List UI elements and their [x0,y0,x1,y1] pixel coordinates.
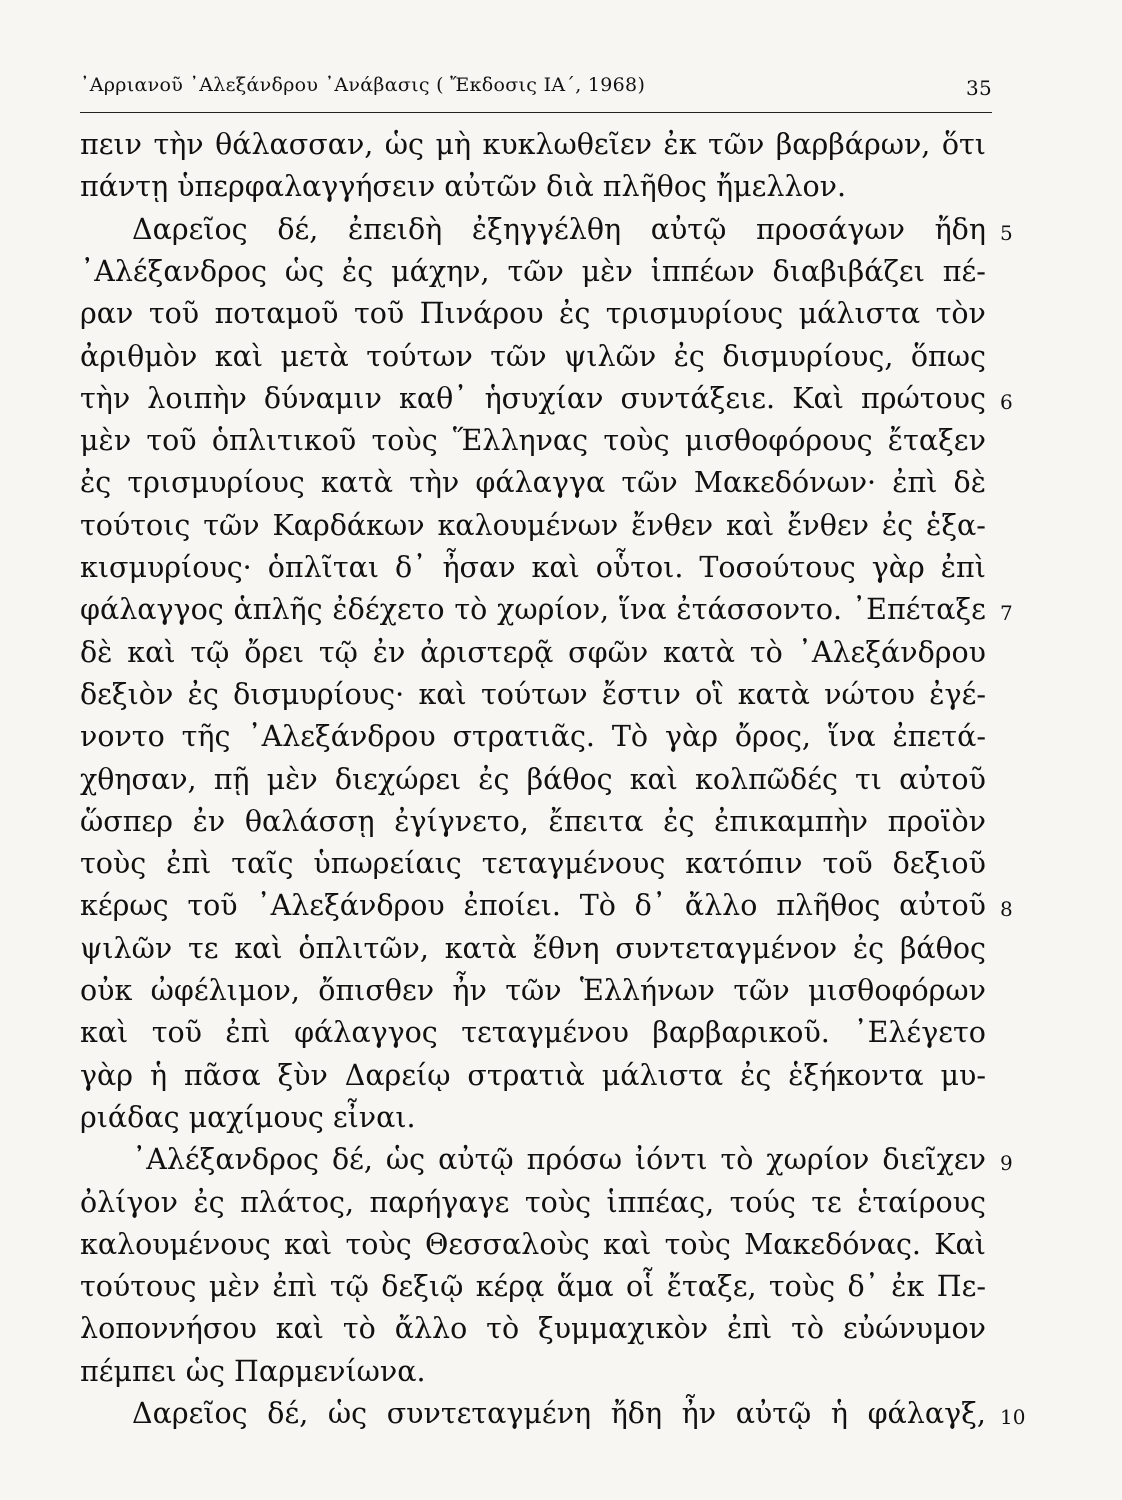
text-line: γὰρ ἡ πᾶσα ξὺν Δαρείῳ στρατιὰ μάλιστα ἐς ἑξήκοντα μυ- [80,1058,986,1092]
text-line: μὲν τοῦ ὁπλιτικοῦ τοὺς Ἕλληνας τοὺς μισθοφόρους ἔταξεν [80,424,986,458]
section-number: 8 [1000,897,1013,922]
text-line: τούτοις τῶν Καρδάκων καλουμένων ἔνθεν καὶ ἔνθεν ἐς ἑξα- [80,508,986,542]
text-line: κισμυρίους· ὁπλῖται δ᾿ ἦσαν καὶ οὗτοι. Τοσούτους γὰρ ἐπὶ [80,551,986,584]
text-line: ᾿Αλέξανδρος δέ, ὡς αὐτῷ πρόσω ἰόντι τὸ χωρίον διεῖχεν [132,1143,986,1177]
text-line: κέρως τοῦ ᾿Αλεξάνδρου ἐποίει. Τὸ δ᾿ ἄλλο πλῆθος αὐτοῦ [80,889,986,923]
section-number: 7 [1000,601,1013,626]
section-number: 5 [1000,220,1013,245]
text-line: πειν τὴν θάλασσαν, ὡς μὴ κυκλωθεῖεν ἐκ τῶν βαρβάρων, ὅτι [80,128,986,161]
text-line: ψιλῶν τε καὶ ὁπλιτῶν, κατὰ ἔθνη συντεταγμένον ἐς βάθος [80,931,986,965]
page-number: 35 [965,76,992,100]
text-line: ἐς τρισμυρίους κατὰ τὴν φάλαγγα τῶν Μακεδόνων· ἐπὶ δὲ [80,466,986,500]
section-number: 6 [1000,389,1013,414]
text-line: λοποννήσου καὶ τὸ ἄλλο τὸ ξυμμαχικὸν ἐπὶ τὸ εὐώνυμον [80,1312,986,1346]
text-line: δεξιὸν ἐς δισμυρίους· καὶ τούτων ἔστιν οἳ κατὰ νώτου ἐγέ- [80,677,986,711]
section-number: 9 [1000,1151,1013,1176]
text-line: νοντο τῆς ᾿Αλεξάνδρου στρατιᾶς. Τὸ γὰρ ὄρος, ἵνα ἐπετά- [80,720,986,754]
text-line: φάλαγγος ἁπλῆς ἐδέχετο τὸ χωρίον, ἵνα ἐτάσσοντο. ᾿Επέταξε [80,593,986,627]
text-line: πάντῃ ὑπερφαλαγγήσειν αὐτῶν διὰ πλῆθος ἤμελλον. [80,170,847,204]
text-line: ἀριθμὸν καὶ μετὰ τούτων τῶν ψιλῶν ἐς δισμυρίους, ὅπως [80,339,986,373]
text-line: ραν τοῦ ποταμοῦ τοῦ Πινάρου ἐς τρισμυρίους μάλιστα τὸν [80,297,986,331]
section-number: 10 [1000,1405,1026,1429]
text-line: πέμπει ὡς Παρμενίωνα. [80,1354,426,1388]
text-line: τούτους μὲν ἐπὶ τῷ δεξιῷ κέρᾳ ἅμα οἷ ἔταξε, τοὺς δ᾿ ἐκ Πε- [80,1270,986,1304]
text-line: καὶ τοῦ ἐπὶ φάλαγγος τεταγμένου βαρβαρικοῦ. ᾿Ελέγετο [80,1016,986,1050]
text-line: τὴν λοιπὴν δύναμιν καθ᾿ ἡσυχίαν συντάξειε. Καὶ πρώτους [80,381,986,415]
text-line: ᾿Αλέξανδρος ὡς ἐς μάχην, τῶν μὲν ἱππέων διαβιβάζει πέ- [80,254,986,288]
text-line: καλουμένους καὶ τοὺς Θεσσαλοὺς καὶ τοὺς Μακεδόνας. Καὶ [80,1227,986,1261]
text-line: χθησαν, πῇ μὲν διεχώρει ἐς βάθος καὶ κολπῶδές τι αὐτοῦ [80,762,986,796]
text-line: οὐκ ὠφέλιμον, ὄπισθεν ἦν τῶν Ἑλλήνων τῶν μισθοφόρων [80,974,986,1007]
text-line: Δαρεῖος δέ, ἐπειδὴ ἐξηγγέλθη αὐτῷ προσάγων ἤδη [132,212,986,246]
running-head [80,66,992,106]
header-rule [80,112,992,113]
text-line: ὥσπερ ἐν θαλάσσῃ ἐγίγνετο, ἔπειτα ἐς ἐπικαμπὴν προϊὸν [80,804,986,838]
text-line: τοὺς ἐπὶ ταῖς ὑπωρείαις τεταγμένους κατόπιν τοῦ δεξιοῦ [80,847,986,881]
text-line: Δαρεῖος δέ, ὡς συντεταγμένη ἤδη ἦν αὐτῷ ἡ φάλαγξ, [132,1397,986,1430]
text-line: δὲ καὶ τῷ ὄρει τῷ ἐν ἀριστερᾷ σφῶν κατὰ τὸ ᾿Αλεξάνδρου [80,635,986,669]
running-head-title: ᾿Αρριανοῦ ᾿Αλεξάνδρου ᾿Ανάβασις ( Ἔκδοσις ΙΑ΄, 1968) [80,74,646,96]
text-line: ὀλίγον ἐς πλάτος, παρήγαγε τοὺς ἱππέας, τούς τε ἑταίρους [80,1185,986,1219]
text-line: ριάδας μαχίμους εἶναι. [80,1100,416,1134]
